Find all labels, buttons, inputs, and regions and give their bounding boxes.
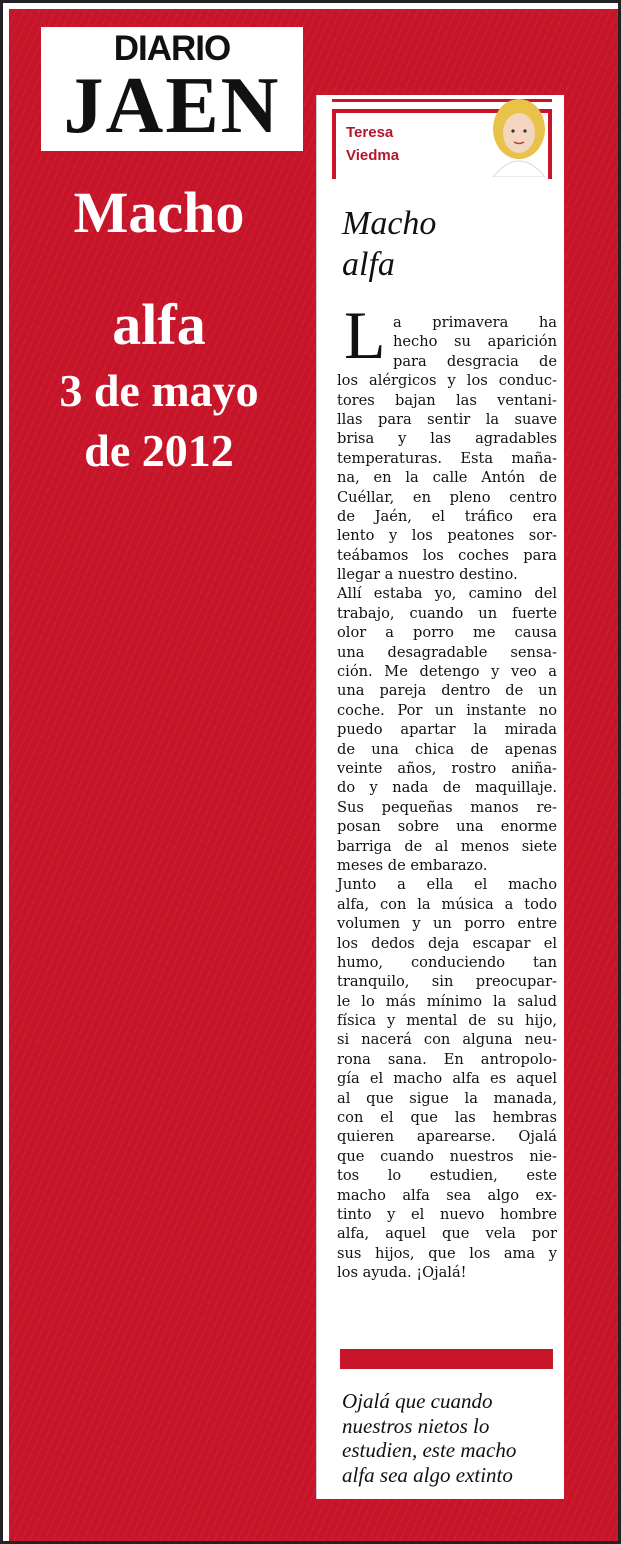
article-line: ción. Me detengo y veo a (337, 663, 557, 681)
article-line: a primavera ha (393, 314, 557, 331)
article-line: teábamos los coches para (337, 546, 557, 564)
pull-quote-line: alfa sea algo extinto (342, 1462, 513, 1487)
side-date-line-1: 3 de mayo (59, 365, 259, 416)
article-body (337, 313, 557, 1283)
side-title-line-1: Macho (73, 180, 245, 245)
article-line: llegar a nuestro destino. (337, 566, 518, 584)
article-line: humo, conduciendo tan (337, 953, 557, 971)
article-line: le lo más mínimo la salud (337, 992, 557, 1010)
article-line: para desgracia de (393, 352, 557, 370)
article-line: olor a porro me causa (337, 624, 557, 642)
article-line: meses de embarazo. (337, 856, 488, 874)
pull-quote (342, 1389, 547, 1487)
article-line: puedo apartar la mirada (337, 721, 557, 739)
article-line: temperaturas. Esta maña- (337, 449, 557, 467)
article-line: tranquilo, sin preocupar- (337, 973, 557, 991)
article-line: física y mental de su hijo, (337, 1012, 557, 1030)
article-line: volumen y un porro entre (337, 915, 557, 933)
headline-line-2: alfa (342, 246, 395, 283)
article-line: de Jaén, el tráfico era (337, 507, 557, 525)
pull-quote-line: nuestros nietos lo (342, 1413, 490, 1438)
article-line: veinte años, rostro aniña- (337, 759, 557, 777)
article-line: alfa, aquel que vela por (337, 1225, 557, 1243)
article-line: al que sigue la manada, (337, 1089, 557, 1107)
article-line: do y nada de maquillaje. (337, 779, 557, 797)
side-date-line-2: de 2012 (84, 425, 234, 476)
logo-line-1: DIARIO (113, 29, 231, 68)
article-line: que cuando nuestros nie- (337, 1147, 557, 1165)
headline-line-1: Macho (342, 205, 437, 242)
article-line: posan sobre una enorme (337, 818, 557, 836)
author-photo (475, 89, 563, 177)
article-line: llas para sentir la suave (337, 410, 557, 428)
article-line: con el que las hembras (337, 1109, 557, 1127)
author-box (332, 109, 557, 179)
article-line: tores bajan las ventani- (337, 391, 557, 409)
article-line: brisa y las agradables (337, 430, 557, 448)
article-line: gía el macho alfa es aquel (337, 1070, 557, 1088)
headline (342, 203, 436, 285)
article-line: quieren aparearse. Ojalá (337, 1128, 557, 1146)
newspaper-logo (41, 27, 303, 151)
pull-quote-line: estudien, este macho (342, 1438, 517, 1462)
article-line: los ayuda. ¡Ojalá! (337, 1264, 467, 1282)
author-last-name: Viedma (346, 147, 400, 164)
article-line: Sus pequeñas manos re- (337, 798, 557, 816)
author-first-name: Teresa (346, 124, 394, 141)
article-line: lento y los peatones sor- (337, 527, 557, 545)
side-title-line-2: alfa (112, 292, 206, 357)
article-line: coche. Por un instante no (337, 701, 557, 719)
article-line: una pareja dentro de un (337, 682, 557, 700)
article-line: una desagradable sensa- (337, 643, 557, 661)
drop-cap: L (344, 297, 386, 373)
article-line: los dedos deja escapar el (337, 934, 557, 952)
article-line: hecho su aparición (393, 333, 557, 351)
article-line: alfa, con la música a todo (337, 895, 557, 913)
article-line: Allí estaba yo, camino del (337, 585, 557, 603)
article-line: trabajo, cuando un fuerte (337, 604, 557, 622)
logo-line-2: JAEN (63, 62, 281, 150)
article-line: Junto a ella el macho (337, 876, 557, 894)
article-line: tinto y el nuevo hombre (337, 1205, 557, 1223)
article-line: na, en la calle Antón de (337, 469, 557, 487)
article-line: macho alfa sea algo ex- (337, 1186, 557, 1204)
article-line: barriga de al menos siete (337, 837, 557, 855)
article-line: rona sana. En antropolo- (337, 1050, 557, 1068)
pull-quote-line: Ojalá que cuando (342, 1389, 493, 1413)
author-name (346, 121, 399, 167)
article-line: los alérgicos y los conduc- (337, 372, 557, 390)
pull-quote-red-bar (340, 1349, 553, 1369)
article-line: Cuéllar, en pleno centro (337, 488, 557, 506)
article-line: si nacerá con alguna neu- (337, 1031, 557, 1049)
article-line: de una chica de apenas (337, 740, 557, 758)
article-line: sus hijos, que los ama y (337, 1244, 557, 1262)
article-line: tos lo estudien, este (337, 1167, 557, 1185)
